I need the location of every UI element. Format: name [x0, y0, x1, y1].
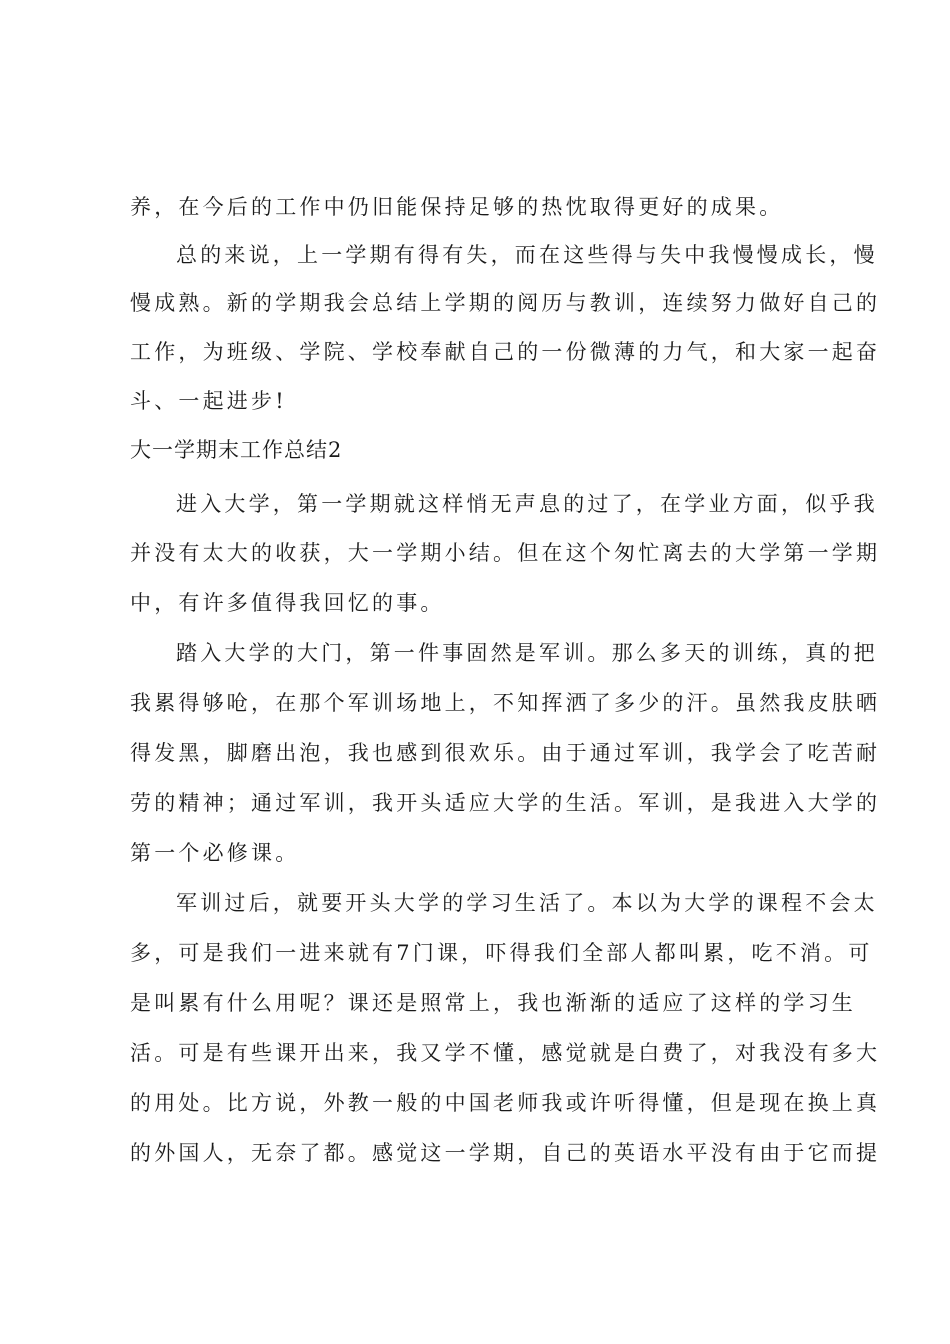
text-line-4: 工作，为班级、学院、学校奉献自己的一份微薄的力气，和大家一起奋 [130, 340, 881, 364]
text-line-14: 第一个必修课。 [130, 841, 300, 865]
text-line-5: 斗、一起进步! [130, 389, 287, 413]
text-line-8: 并没有太大的收获，大一学期小结。但在这个匆忙离去的大学第一学期 [130, 541, 881, 565]
text-line-1: 养，在今后的工作中仍旧能保持足够的热忱取得更好的成果。 [130, 195, 784, 219]
text-line-9: 中，有许多值得我回忆的事。 [130, 591, 445, 615]
text-line-19: 的用处。比方说，外教一般的中国老师我或许听得懂，但是现在换上真 [130, 1091, 881, 1115]
text-line-17: 是叫累有什么用呢？课还是照常上，我也渐渐的适应了这样的学习生 [130, 991, 856, 1015]
text-line-18: 活。可是有些课开出来，我又学不懂，感觉就是白费了，对我没有多大 [130, 1041, 881, 1065]
text-line-2: 总的来说，上一学期有得有失，而在这些得与失中我慢慢成长，慢 [176, 243, 878, 267]
text-line-10: 踏入大学的大门，第一件事固然是军训。那么多天的训练，真的把 [176, 641, 878, 665]
text-line-7: 进入大学，第一学期就这样悄无声息的过了，在学业方面，似乎我 [176, 492, 878, 516]
text-line-20: 的外国人，无奈了都。感觉这一学期，自己的英语水平没有由于它而提 [130, 1141, 881, 1165]
text-line-12: 得发黑，脚磨出泡，我也感到很欢乐。由于通过军训，我学会了吃苦耐 [130, 741, 881, 765]
text-line-16: 多，可是我们一进来就有7门课，吓得我们全部人都叫累，吃不消。可 [130, 941, 873, 965]
text-line-15: 军训过后，就要开头大学的学习生活了。本以为大学的课程不会太 [176, 891, 878, 915]
text-line-13: 劳的精神；通过军训，我开头适应大学的生活。军训，是我进入大学的 [130, 791, 881, 815]
text-line-3: 慢成熟。新的学期我会总结上学期的阅历与教训，连续努力做好自己的 [130, 291, 881, 315]
text-line-11: 我累得够呛，在那个军训场地上，不知挥洒了多少的汗。虽然我皮肤晒 [130, 691, 881, 715]
section-heading: 大一学期末工作总结2 [130, 438, 343, 462]
